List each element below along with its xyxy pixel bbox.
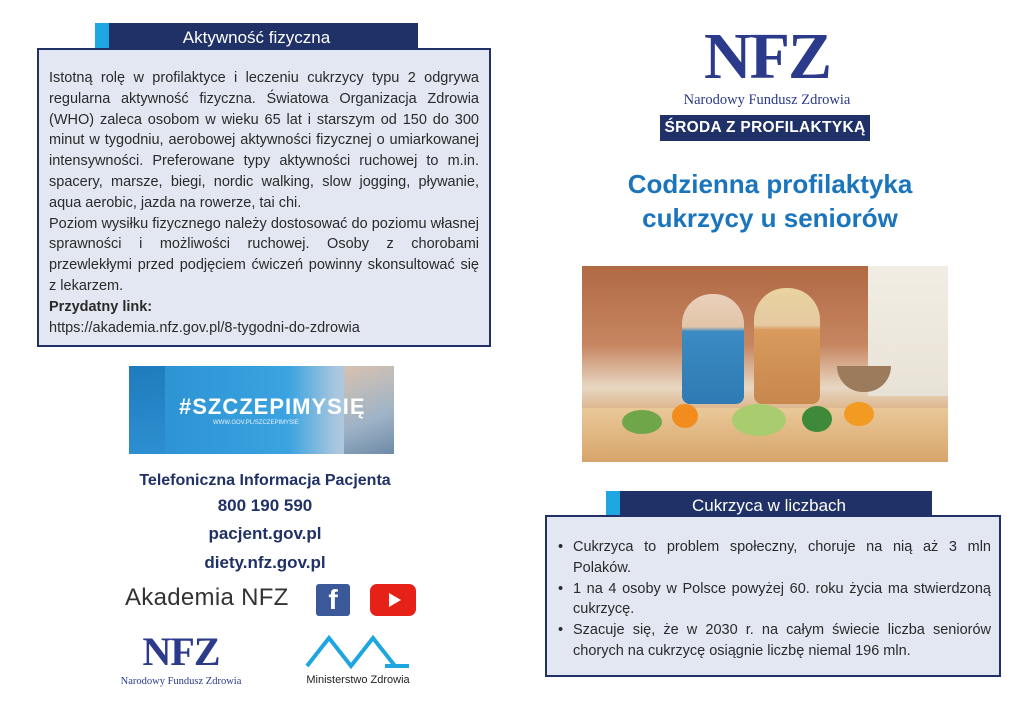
- list-item: • Cukrzyca to problem społeczny, choruje na nią aż 3 mln Polaków.: [555, 537, 991, 579]
- list-item: • Szacuje się, że w 2030 r. na całym świecie liczba seniorów chorych na cukrzycę osiągnie liczbę niemal 196 mln.: [555, 620, 991, 662]
- mz-logo-icon: [303, 632, 413, 670]
- nfz-logo-small-mark: NFZ: [142, 629, 220, 674]
- useful-link-label: Przydatny link:: [49, 298, 153, 315]
- campaign-badge: ŚRODA Z PROFILAKTYKĄ: [660, 115, 870, 141]
- ministerstwo-zdrowia-logo: [300, 632, 416, 686]
- nfz-logo-small: [108, 629, 254, 687]
- photo-woman: [754, 288, 820, 404]
- contact-phone: 800 190 590: [217, 496, 313, 515]
- page-title: [582, 167, 958, 235]
- nfz-logo-large-name: Narodowy Fundusz Zdrowia: [683, 92, 851, 108]
- szczepimy-banner[interactable]: [129, 366, 394, 454]
- page-title-line-2: cukrzycy u seniorów: [642, 203, 898, 233]
- page-title-line-1: Codzienna profilaktyka: [627, 169, 913, 199]
- photo-vegetable: [732, 404, 786, 436]
- useful-link-url[interactable]: https://akademia.nfz.gov.pl/8-tygodni-do-zdrowia: [49, 319, 360, 336]
- akademia-nfz-label: Akademia NFZ: [125, 584, 289, 611]
- photo-man: [682, 294, 744, 404]
- aktywnosc-header-text: Aktywność fizyczna: [182, 28, 331, 47]
- aktywnosc-box: [37, 48, 491, 347]
- photo-vegetable: [844, 402, 874, 426]
- contact-title: Telefoniczna Informacja Pacjenta: [139, 472, 391, 489]
- cukrzyca-list: [555, 537, 991, 662]
- photo-vegetable: [802, 406, 832, 432]
- facebook-icon[interactable]: f: [316, 584, 350, 616]
- aktywnosc-body: Istotną rolę w profilaktyce i leczeniu cukrzycy typu 2 odgrywa regularna aktywność fizyczna. Światowa Organizacja Zdrowia (WHO) zaleca osobom w wieku 65 lat i starszym od 150 do 300 minut w tygodniu, aerobowej aktywności fizycznej o umiarkowanej intensywności. Preferowane typy aktywności ruchowej to m.in. spacery, marsze, biegi, nordic walking, slow jogging, pływanie, aqua aerobic, jazda na rowerze, tai chi.: [49, 70, 479, 211]
- aktywnosc-body-2: Poziom wysiłku fizycznego należy dostosować do poziomu własnej sprawności i możliwości ruchowej. Osoby z chorobami przewlekłymi przed podjęciem ćwiczeń powinny skonsultować się z lekarzem.: [49, 215, 479, 294]
- contact-site-diety[interactable]: diety.nfz.gov.pl: [204, 553, 326, 572]
- nfz-logo-large: [656, 20, 878, 109]
- banner-hashtag: #SZCZEPIMYSIĘ: [179, 394, 366, 419]
- contact-site-pacjent[interactable]: pacjent.gov.pl: [208, 524, 322, 543]
- list-item: • 1 na 4 osoby w Polsce powyżej 60. roku życia ma stwierdzoną cukrzycę.: [555, 579, 991, 621]
- photo-vegetable: [622, 410, 662, 434]
- nfz-logo-large-mark: NFZ: [704, 20, 830, 93]
- banner-url: WWW.GOV.PL/SZCZEPIMYSIE: [213, 420, 299, 426]
- photo-vegetable: [672, 404, 698, 428]
- cukrzyca-box: [545, 515, 1001, 677]
- youtube-icon[interactable]: [370, 584, 416, 616]
- banner-photo-left: [129, 366, 165, 454]
- cukrzyca-header-text: Cukrzyca w liczbach: [692, 496, 846, 515]
- nfz-logo-small-name: Narodowy Fundusz Zdrowia: [120, 676, 242, 687]
- mz-logo-name: Ministerstwo Zdrowia: [306, 674, 410, 686]
- seniors-cooking-photo: [582, 266, 948, 462]
